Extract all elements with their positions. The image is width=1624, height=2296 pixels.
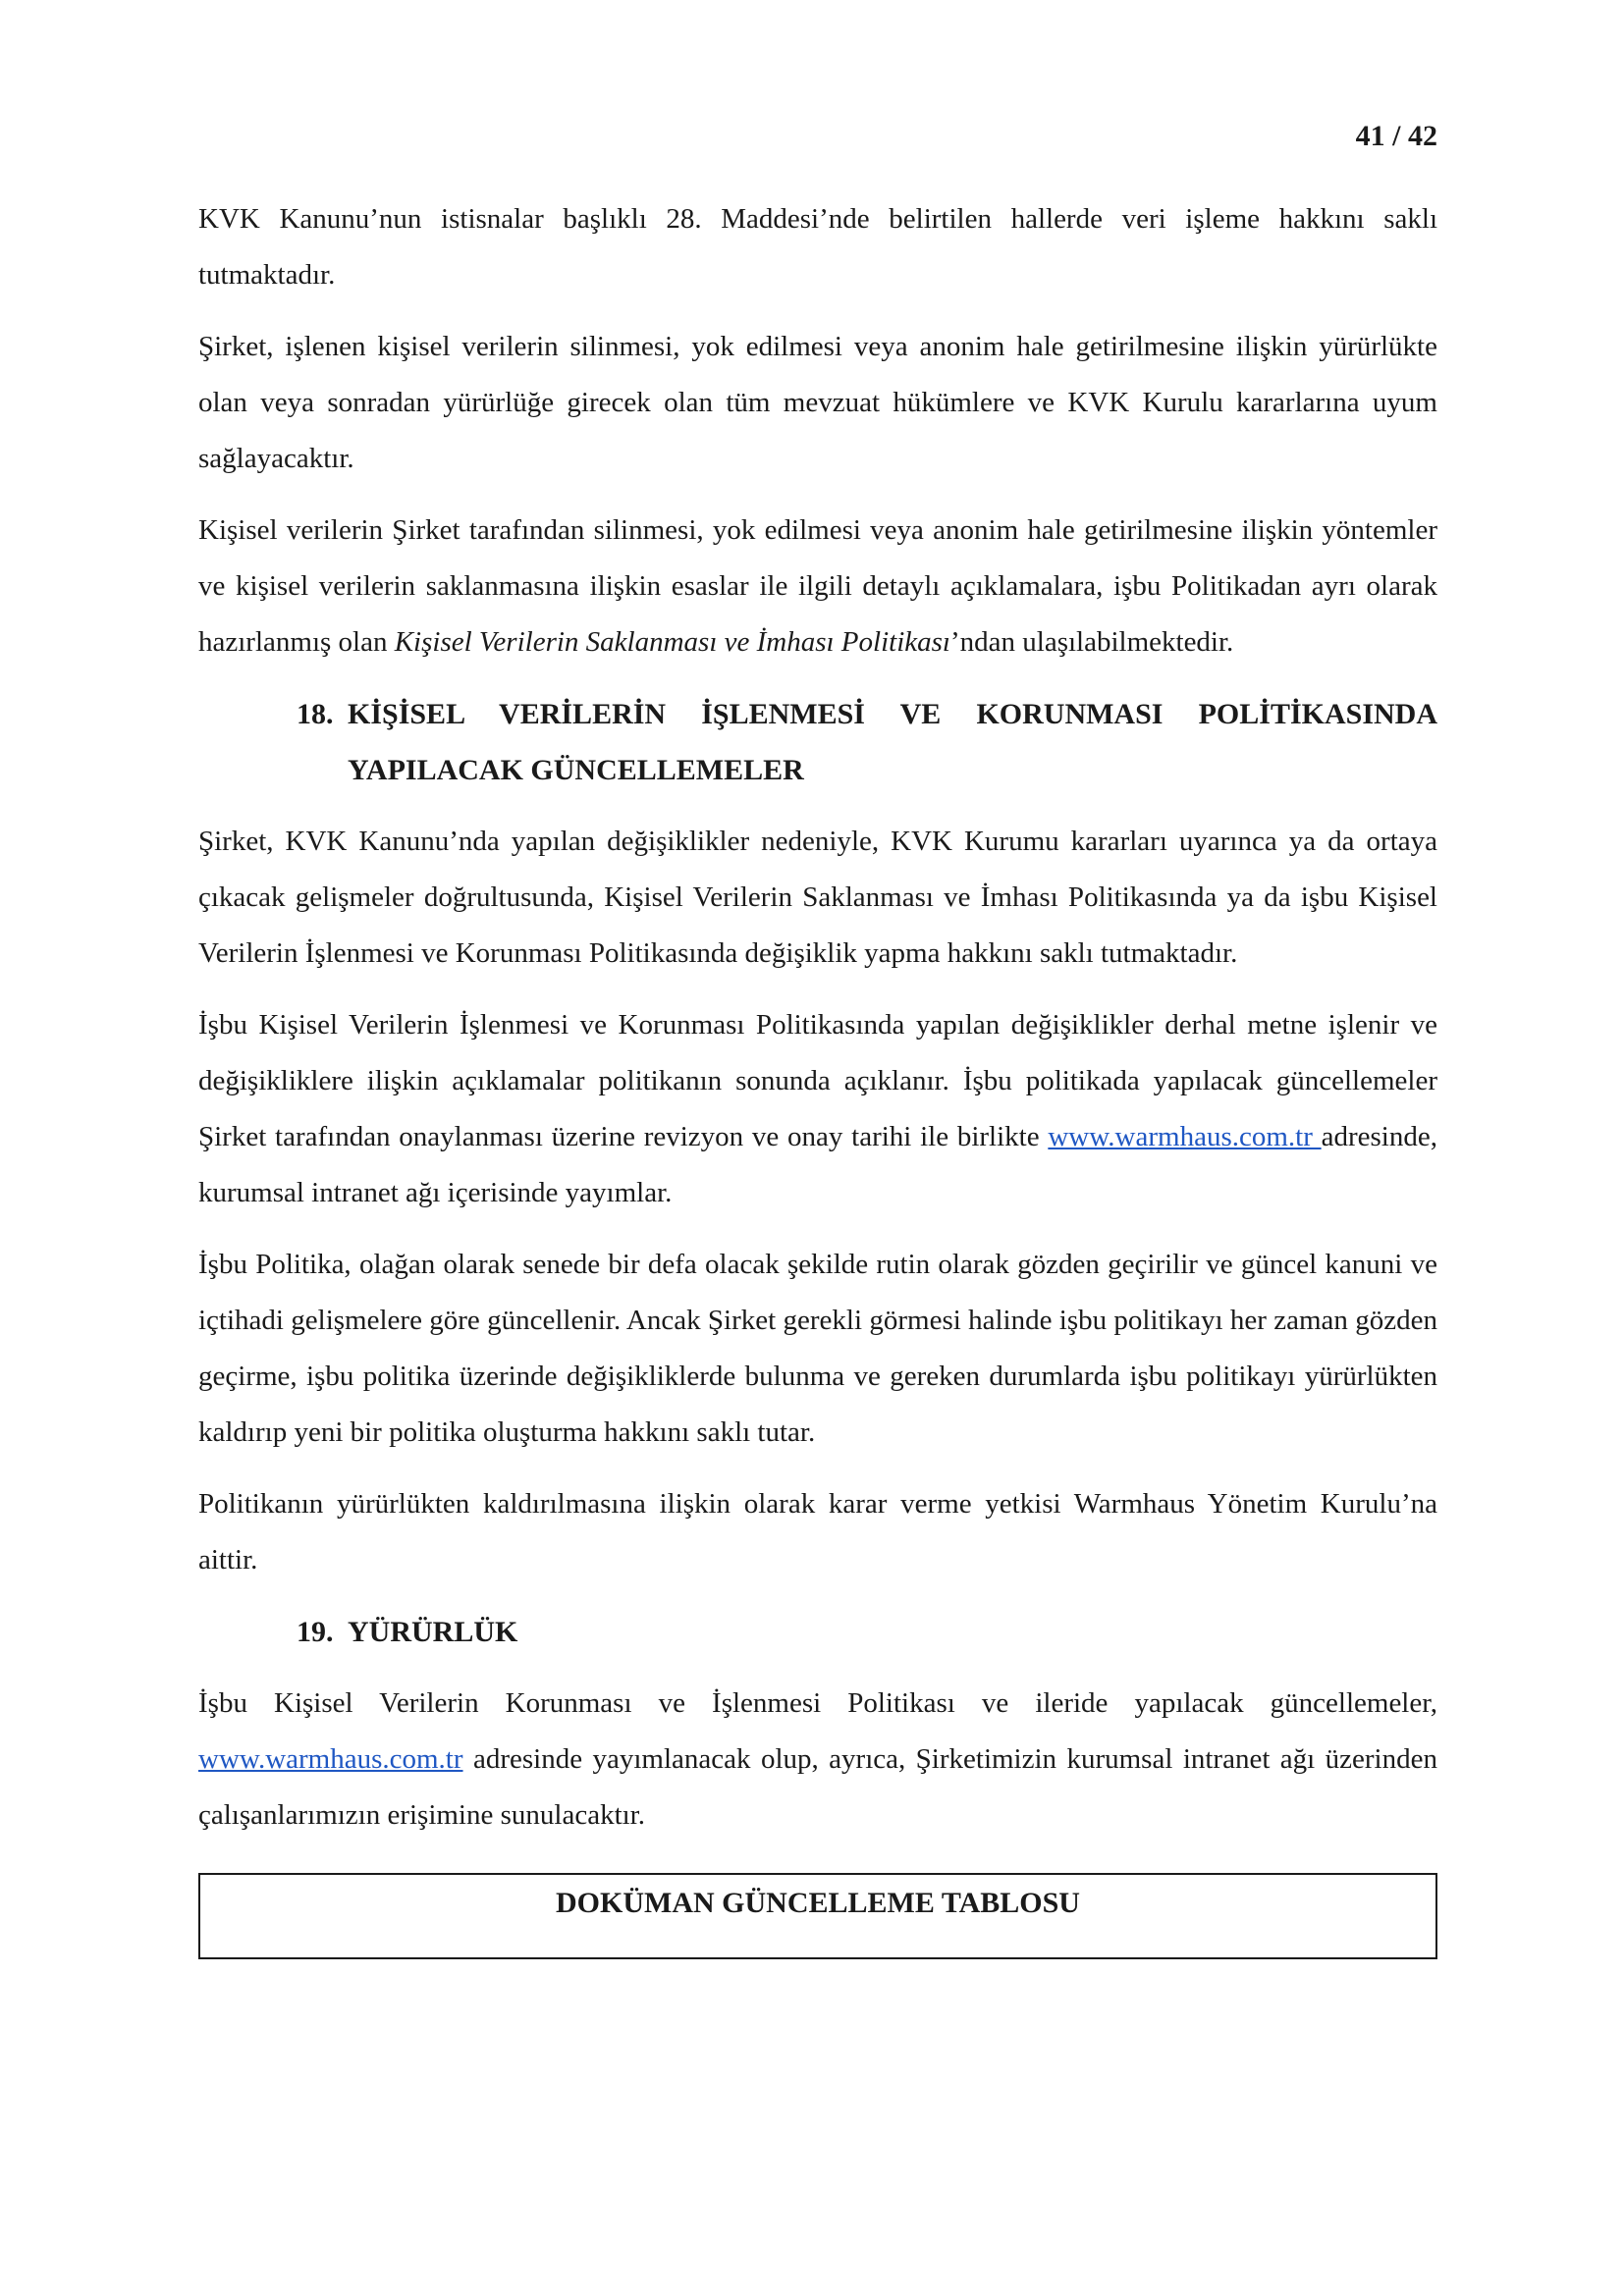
- section-number-18: 18.: [297, 698, 334, 730]
- paragraph-kvk-exceptions: KVK Kanunu’nun istisnalar başlıklı 28. Maddesi’nde belirtilen hallerde veri işleme hakkını saklı tutmaktadır.: [198, 203, 1437, 291]
- page-number: 41 / 42: [1355, 120, 1437, 152]
- section-title-19: YÜRÜRLÜK: [348, 1616, 518, 1648]
- paragraph-change-publication-start: İşbu Kişisel Verilerin İşlenmesi ve Korunması Politikasında yapılan değişiklikler derhal metne işlenir ve değişikliklere ilişkin açıklamalar politikanın sonunda açıklanır. İşbu politikada yapılacak güncellemeler Şirket tarafından onaylanması üzerine revizyon ve onay tarihi ile birlikte: [198, 1009, 1437, 1152]
- paragraph-compliance: Şirket, işlenen kişisel verilerin silinmesi, yok edilmesi veya anonim hale getirilmesine ilişkin yürürlükte olan veya sonradan yürürlüğe girecek olan tüm mevzuat hükümlere ve KVK Kurulu kararlarına uyum sağlayacaktır.: [198, 331, 1437, 474]
- warmhaus-link[interactable]: www.warmhaus.com.tr: [1048, 1121, 1322, 1152]
- paragraph-deletion-methods-start: Kişisel verilerin Şirket tarafından silinmesi, yok edilmesi veya anonim hale getirilmesine ilişkin yöntemler ve kişisel verilerin saklanmasına ilişkin esaslar ile ilgili detaylı açıklamalara, işbu Politikadan ayrı olarak hazırlanmış olan: [198, 514, 1437, 658]
- paragraph-deletion-methods: [198, 503, 1437, 670]
- paragraph-change-publication: [198, 997, 1437, 1221]
- paragraph-deletion-methods-end: ’ndan ulaşılabilmektedir.: [949, 626, 1234, 658]
- paragraph-annual-review: İşbu Politika, olağan olarak senede bir defa olacak şekilde rutin olarak gözden geçirilir ve güncel kanuni ve içtihadi gelişmelere göre güncellenir. Ancak Şirket gerekli görmesi halinde işbu politikayı her zaman gözden geçirme, işbu politika üzerinde değişikliklerde bulunma ve gereken durumlarda işbu politikayı yürürlükten kaldırıp yeni bir politika oluşturma hakkını saklı tutar.: [198, 1249, 1437, 1448]
- paragraph-effectiveness: [198, 1676, 1437, 1843]
- paragraph-effectiveness-end: adresinde yayımlanacak olup, ayrıca, Şirketimizin kurumsal intranet ağı üzerinden çalışanlarımızın erişimine sunulacaktır.: [198, 1743, 1437, 1831]
- warmhaus-link[interactable]: www.warmhaus.com.tr: [198, 1743, 463, 1775]
- section-heading-18: [198, 686, 1437, 798]
- paragraph-board-authority: Politikanın yürürlükten kaldırılmasına ilişkin olarak karar verme yetkisi Warmhaus Yönetim Kurulu’na aittir.: [198, 1488, 1437, 1575]
- paragraph-effectiveness-start: İşbu Kişisel Verilerin Korunması ve İşlenmesi Politikası ve ileride yapılacak güncellemeler,: [198, 1687, 1437, 1719]
- document-body: [198, 191, 1437, 1959]
- policy-title-italic: Kişisel Verilerin Saklanması ve İmhası Politikası: [394, 626, 950, 658]
- section-title-18: KİŞİSEL VERİLERİN İŞLENMESİ VE KORUNMASI POLİTİKASINDA YAPILACAK GÜNCELLEMELER: [348, 698, 1437, 786]
- section-heading-19: [198, 1604, 1437, 1660]
- section-number-19: 19.: [297, 1616, 334, 1648]
- table-title: DOKÜMAN GÜNCELLEME TABLOSU: [556, 1887, 1080, 1919]
- paragraph-change-rights: Şirket, KVK Kanunu’nda yapılan değişiklikler nedeniyle, KVK Kurumu kararları uyarınca ya da ortaya çıkacak gelişmeler doğrultusunda, Kişisel Verilerin Saklanması ve İmhası Politikasında ya da işbu Kişisel Verilerin İşlenmesi ve Korunması Politikasında değişiklik yapma hakkını saklı tutmaktadır.: [198, 826, 1437, 969]
- paragraph-change-publication-end: adresinde, kurumsal intranet ağı içerisinde yayımlar.: [198, 1121, 1437, 1208]
- document-update-table: [198, 1873, 1437, 1959]
